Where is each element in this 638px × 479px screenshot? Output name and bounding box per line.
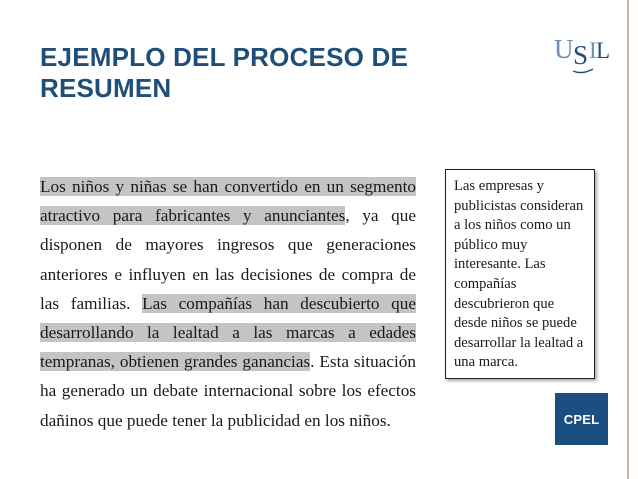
highlighted-phrase: Las compañías han descubierto que desarrollando la lealtad a las marcas a edades tempranas, obtienen grandes ganancias bbox=[40, 293, 416, 372]
slide-title-line-1: EJEMPLO DEL PROCESO DE bbox=[40, 42, 408, 72]
summary-box bbox=[445, 169, 595, 379]
slide-edge-rule bbox=[627, 0, 629, 479]
slide-title-line-2: RESUMEN bbox=[40, 73, 172, 103]
summary-text: Las empresas y publicistas consideran a los niños como un público muy interesante. Las compañías descubrieron que desde niños se puede desarrollar la lealtad a una marca. bbox=[454, 178, 584, 371]
svg-text:S: S bbox=[573, 40, 589, 70]
main-paragraph bbox=[40, 172, 416, 435]
svg-text:I: I bbox=[589, 38, 597, 63]
svg-text:L: L bbox=[596, 38, 611, 63]
svg-text:U: U bbox=[554, 34, 574, 64]
highlighted-phrase: Los niños y niñas se han convertido en un segmento atractivo para fabricantes y anunciantes bbox=[40, 177, 416, 226]
cpel-badge bbox=[555, 393, 608, 445]
cpel-badge-label: CPEL bbox=[563, 411, 600, 427]
slide-title bbox=[40, 42, 408, 104]
paragraph-text: , ya que disponen de mayores ingresos que generaciones anteriores e influyen en las decisiones de compra de las familias. bbox=[40, 206, 416, 313]
paragraph-text: . Esta situación ha generado un debate internacional sobre los efectos dañinos que puede tener la publicidad en los niños. bbox=[40, 352, 416, 430]
usil-logo bbox=[553, 28, 611, 76]
